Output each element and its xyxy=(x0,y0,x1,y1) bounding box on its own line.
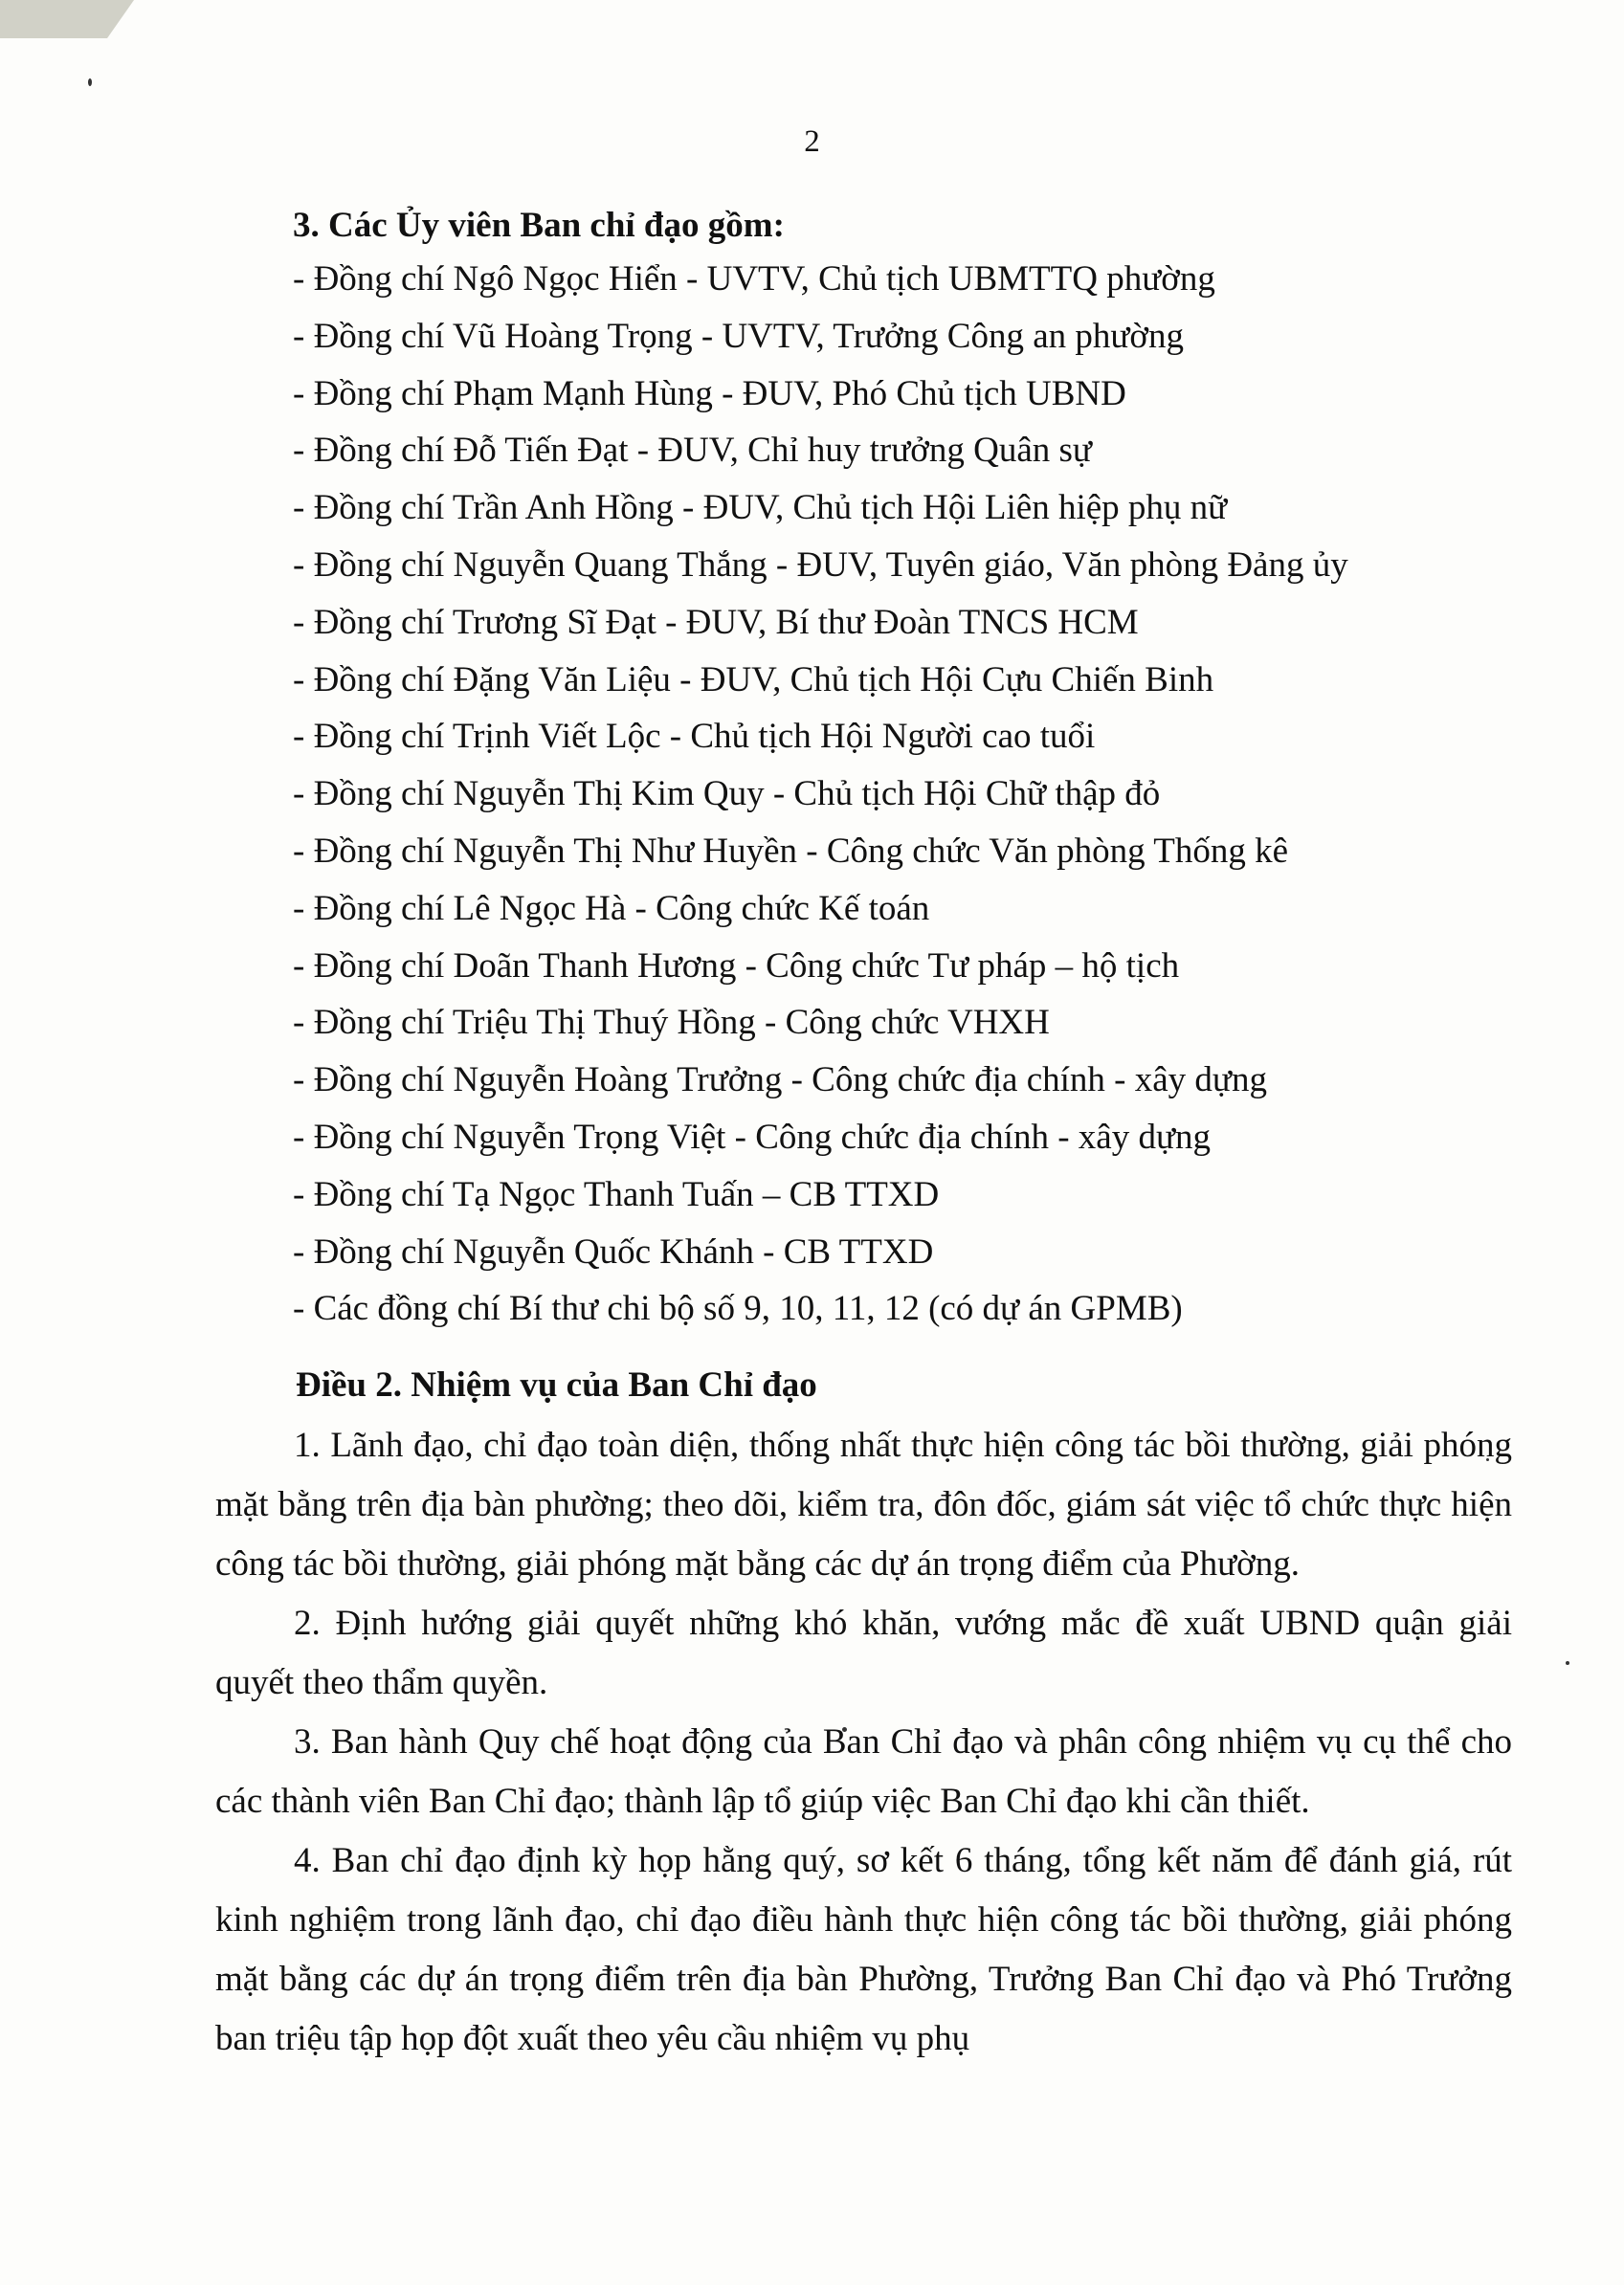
article-2 xyxy=(215,1359,1512,2069)
member-item: - Đồng chí Doãn Thanh Hương - Công chức Tư pháp – hộ tịch xyxy=(293,945,1180,986)
scan-speck xyxy=(88,78,92,86)
member-item: - Đồng chí Nguyễn Hoàng Trưởng - Công chức địa chính - xây dựng xyxy=(293,1060,1267,1100)
committee-heading: 3. Các Ủy viên Ban chỉ đạo gồm: xyxy=(293,206,785,245)
member-item: - Đồng chí Triệu Thị Thuý Hồng - Công chức VHXH xyxy=(293,1003,1050,1043)
member-item: - Đồng chí Trương Sĩ Đạt - ĐUV, Bí thư Đoàn TNCS HCM xyxy=(293,602,1139,642)
article-paragraph: 2. Định hướng giải quyết những khó khăn, vướng mắc đề xuất UBND quận giải quyết theo thẩm quyền. xyxy=(215,1604,1512,1702)
committee-section xyxy=(293,201,1527,1338)
member-item: - Đồng chí Nguyễn Thị Như Huyền - Công chức Văn phòng Thống kê xyxy=(293,831,1288,871)
member-item: - Đồng chí Ngô Ngọc Hiển - UVTV, Chủ tịch UBMTTQ phường xyxy=(293,259,1215,299)
member-item: - Đồng chí Tạ Ngọc Thanh Tuấn – CB TTXD xyxy=(293,1174,940,1214)
scan-speck xyxy=(1566,1661,1569,1665)
member-item: - Đồng chí Lê Ngọc Hà - Công chức Kế toán xyxy=(293,888,930,928)
member-item: - Đồng chí Đặng Văn Liệu - ĐUV, Chủ tịch Hội Cựu Chiến Binh xyxy=(293,659,1214,699)
article-title: Điều 2. Nhiệm vụ của Ban Chỉ đạo xyxy=(296,1365,817,1405)
member-item: - Đồng chí Phạm Mạnh Hùng - ĐUV, Phó Chủ tịch UBND xyxy=(293,373,1126,413)
page-number: 2 xyxy=(804,124,820,159)
member-item: - Đồng chí Nguyễn Thị Kim Quy - Chủ tịch Hội Chữ thập đỏ xyxy=(293,774,1161,814)
member-item: - Đồng chí Vũ Hoàng Trọng - UVTV, Trưởng Công an phường xyxy=(293,316,1184,356)
member-item: - Đồng chí Đỗ Tiến Đạt - ĐUV, Chỉ huy trưởng Quân sự xyxy=(293,431,1092,471)
member-item: - Các đồng chí Bí thư chi bộ số 9, 10, 11, 12 (có dự án GPMB) xyxy=(293,1289,1183,1329)
scan-corner-mark xyxy=(0,0,134,38)
article-paragraph: 1. Lãnh đạo, chỉ đạo toàn diện, thống nhất thực hiện công tác bồi thường, giải phóng mặt bằng trên địa bàn phường; theo dõi, kiểm tra, đôn đốc, giám sát việc tổ chức thực hiện công tác bồi thường, giải phóng mặt bằng các dự án trọng điểm của Phường. xyxy=(215,1426,1512,1584)
member-list xyxy=(293,251,1527,1338)
member-item: - Đồng chí Nguyễn Quang Thắng - ĐUV, Tuyên giáo, Văn phòng Đảng ủy xyxy=(293,544,1348,585)
article-paragraph: 4. Ban chỉ đạo định kỳ họp hằng quý, sơ kết 6 tháng, tổng kết năm để đánh giá, rút kinh nghiệm trong lãnh đạo, chỉ đạo điều hành thực hiện công tác bồi thường, giải phóng mặt bằng các dự án trọng điểm trên địa bàn Phường, Trưởng Ban Chỉ đạo và Phó Trưởng ban triệu tập họp đột xuất theo yêu cầu nhiệm vụ phụ xyxy=(215,1841,1512,2058)
article-paragraph: 3. Ban hành Quy chế hoạt động của Ban Chỉ đạo và phân công nhiệm vụ cụ thể cho các thành viên Ban Chỉ đạo; thành lập tổ giúp việc Ban Chỉ đạo khi cần thiết. xyxy=(215,1722,1512,1821)
member-item: - Đồng chí Trần Anh Hồng - ĐUV, Chủ tịch Hội Liên hiệp phụ nữ xyxy=(293,488,1228,528)
member-item: - Đồng chí Trịnh Viết Lộc - Chủ tịch Hội Người cao tuổi xyxy=(293,717,1096,757)
member-item: - Đồng chí Nguyễn Trọng Việt - Công chức địa chính - xây dựng xyxy=(293,1117,1212,1157)
member-item: - Đồng chí Nguyễn Quốc Khánh - CB TTXD xyxy=(293,1231,934,1272)
